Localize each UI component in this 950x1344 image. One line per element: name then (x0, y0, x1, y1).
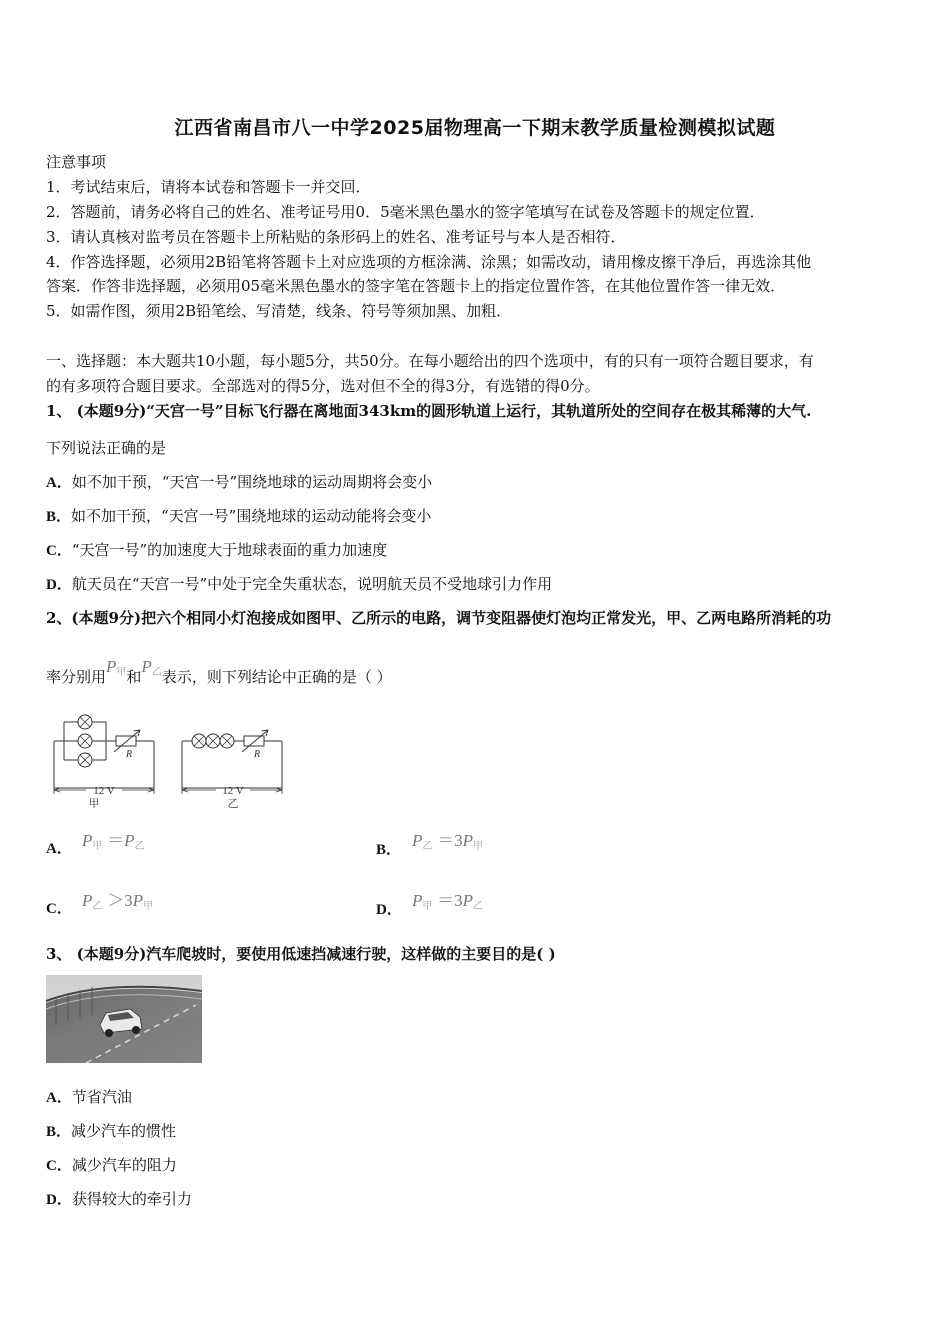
q3-option-b (46, 1121, 176, 1142)
q3-option-c (46, 1155, 177, 1176)
circuit-diagram (46, 712, 296, 812)
rheostat-icon (244, 736, 264, 746)
option-text: 节省汽油 (71, 1088, 132, 1106)
q2-option-a (46, 838, 72, 859)
circuit-label-yi: 乙 (227, 798, 239, 810)
section-intro-line: 一、选择题：本大题共10小题，每小题5分，共50分。在每小题给出的四个选项中，有的只有一项符合题目要求，有 (46, 352, 814, 370)
option-text: “天宫一号”的加速度大于地球表面的重力加速度 (71, 541, 388, 559)
circuit-left (54, 715, 154, 794)
option-letter: D． (376, 902, 402, 918)
option-letter: A． (46, 1090, 72, 1106)
option-text: 航天员在“天宫一号”中处于完全失重状态，说明航天员不受地球引力作用 (71, 575, 553, 593)
q2-option-b-formula: $P_乙 =3P_甲$ (412, 831, 484, 852)
option-letter: C． (46, 901, 72, 917)
option-letter: A． (46, 475, 72, 491)
rheostat-icon (116, 736, 136, 746)
q2-stem-part: 率分别用 (46, 668, 107, 686)
q2-option-d (376, 898, 402, 919)
q3-stem: 3、 (本题9分)汽车爬坡时，要使用低速挡减速行驶，这样做的主要目的是( ) (46, 945, 556, 963)
q2-stem: 2、(本题9分)把六个相同小灯泡接成如图甲、乙所示的电路，调节变阻器使灯泡均正常发光，甲、乙两电路所消耗的功 (46, 609, 832, 627)
q1-option-c (46, 540, 387, 561)
option-text: 如不加干预，“天宫一号”围绕地球的运动周期将会变小 (71, 473, 433, 491)
q2-stem-part: 表示，则下列结论中正确的是（ ） (161, 668, 392, 686)
resistor-label: R (126, 749, 133, 760)
q2-stem-part: 和 (126, 668, 142, 686)
voltage-label-right: 12 V (222, 785, 244, 797)
q2-option-d-formula: $P_甲 =3P_乙$ (412, 891, 484, 912)
option-text: 减少汽车的惯性 (71, 1122, 177, 1140)
notice-item: 4．作答选择题，必须用2B铅笔将答题卡上对应选项的方框涂满、涂黑；如需改动，请用橡皮擦干净后，再选涂其他 (46, 253, 812, 271)
option-letter: C． (46, 1158, 72, 1174)
option-letter: C． (46, 543, 72, 559)
voltage-label-left: 12 V (93, 785, 115, 797)
q1-option-b (46, 506, 431, 527)
page-title: 江西省南昌市八一中学2025届物理高一下期末教学质量检测模拟试题 (174, 117, 776, 139)
q1-stem-cont: 下列说法正确的是 (46, 439, 167, 457)
q2-option-c (46, 898, 72, 919)
p-jia-symbol: $P_甲$ (106, 657, 127, 678)
q1-option-d (46, 574, 552, 595)
notice-item: 3．请认真核对监考员在答题卡上所粘贴的条形码上的姓名、准考证号与本人是否相符． (46, 228, 626, 246)
notice-item: 答案．作答非选择题，必须用05毫米黑色墨水的签字笔在答题卡上的指定位置作答，在其他位置作答一律无效． (46, 277, 786, 295)
option-letter: A． (46, 841, 72, 857)
q2-option-b (376, 838, 401, 859)
option-letter: D． (46, 1192, 72, 1208)
p-yi-symbol: $P_乙$ (141, 657, 162, 678)
option-letter: B． (46, 1124, 72, 1140)
q3-option-d (46, 1189, 192, 1210)
q2-stem-cont (46, 657, 392, 700)
option-letter: B． (376, 842, 402, 858)
q3-option-a (46, 1087, 132, 1108)
option-letter: B． (46, 509, 72, 525)
car-on-slope-photo (46, 975, 202, 1063)
q1-stem: 1、 (本题9分)“天宫一号”目标飞行器在离地面343km的圆形轨道上运行，其轨道所处的空间存在极其稀薄的大气. (46, 402, 812, 420)
notice-item: 5．如需作图，须用2B铅笔绘、写清楚，线条、符号等须加黑、加粗． (46, 302, 512, 320)
q2-option-c-formula: $P_乙 >3P_甲$ (82, 891, 154, 912)
option-text: 减少汽车的阻力 (71, 1156, 177, 1174)
notice-item: 2．答题前，请务必将自己的姓名、准考证号用0．5毫米黑色墨水的签字笔填写在试卷及答题卡的规定位置． (46, 203, 765, 221)
q1-option-a (46, 472, 432, 493)
q2-option-a-formula: $P_甲 =P_乙$ (82, 831, 145, 852)
option-text: 如不加干预，“天宫一号”围绕地球的运动动能将会变小 (71, 507, 432, 525)
notice-item: 1．考试结束后，请将本试卷和答题卡一并交回． (46, 178, 371, 196)
section-intro-line: 的有多项符合题目要求。全部选对的得5分，选对但不全的得3分，有选错的得0分。 (46, 377, 600, 395)
resistor-label: R (254, 749, 261, 760)
option-text: 获得较大的牵引力 (71, 1190, 192, 1208)
circuit-label-jia: 甲 (88, 798, 100, 810)
notice-heading: 注意事项 (46, 153, 107, 171)
option-letter: D． (46, 577, 72, 593)
